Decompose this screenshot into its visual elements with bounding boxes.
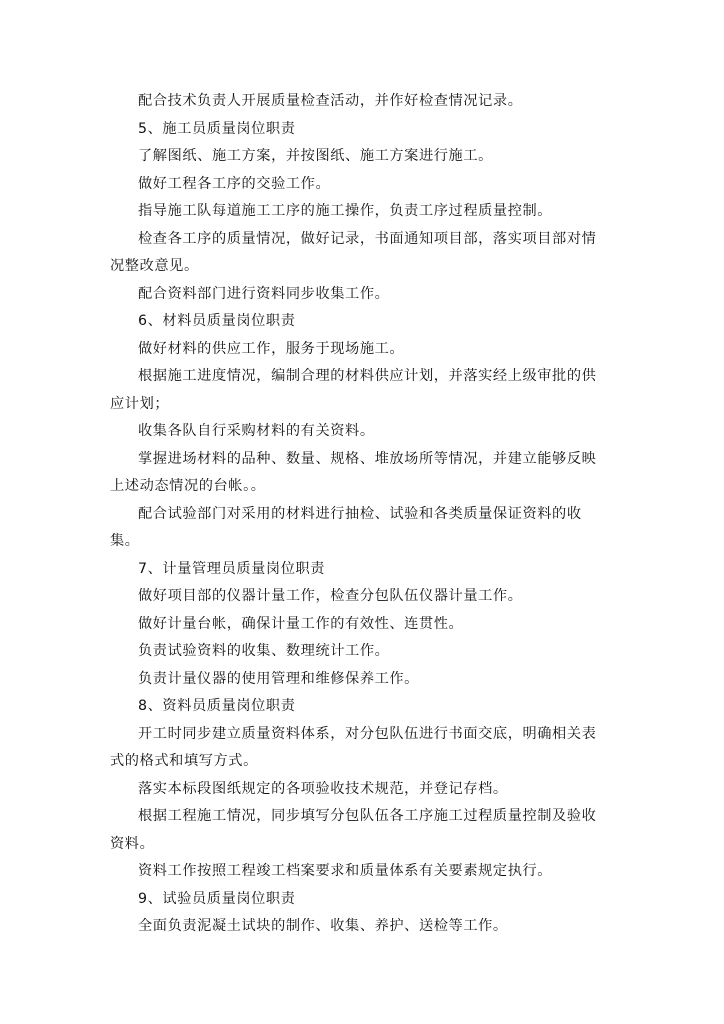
paragraph: 负责试验资料的收集、数理统计工作。 — [138, 643, 390, 659]
paragraph: 做好计量台帐，确保计量工作的有效性、连贯性。 — [138, 615, 464, 632]
section-heading-7: 7、计量管理员质量岗位职责 — [138, 560, 326, 577]
paragraph: 配合资料部门进行资料同步收集工作。 — [138, 285, 390, 302]
paragraph: 检查各工序的质量情况，做好记录，书面通知项目部，落实项目部对情况整改意见。 — [110, 230, 597, 274]
document-body — [110, 88, 610, 941]
paragraph: 开工时同步建立质量资料体系，对分包队伍进行书面交底，明确相关表式的格式和填写方式。 — [110, 725, 597, 769]
paragraph: 收集各队自行采购材料的有关资料。 — [138, 423, 375, 439]
paragraph: 配合试验部门对采用的材料进行抽检、试验和各类质量保证资料的收集。 — [110, 505, 582, 549]
paragraph: 负责计量仪器的使用管理和维修保养工作。 — [138, 670, 419, 687]
paragraph: 了解图纸、施工方案，并按图纸、施工方案进行施工。 — [138, 148, 493, 164]
section-heading-6: 6、材料员质量岗位职责 — [138, 313, 296, 329]
paragraph: 做好材料的供应工作，服务于现场施工。 — [138, 340, 405, 357]
paragraph: 配合技术负责人开展质量检查活动，并作好检查情况记录。 — [138, 93, 523, 109]
paragraph: 做好工程各工序的交验工作。 — [138, 175, 331, 192]
section-heading-9: 9、试验员质量岗位职责 — [138, 890, 296, 907]
paragraph: 做好项目部的仪器计量工作，检查分包队伍仪器计量工作。 — [138, 588, 523, 604]
paragraph: 指导施工队每道施工工序的施工操作，负责工序过程质量控制。 — [138, 203, 553, 219]
section-heading-8: 8、资料员质量岗位职责 — [138, 698, 296, 714]
paragraph: 根据施工进度情况，编制合理的材料供应计划，并落实经上级审批的供应计划； — [110, 368, 597, 412]
paragraph: 全面负责泥凝土试块的制作、收集、养护、送检等工作。 — [138, 918, 508, 934]
paragraph: 落实本标段图纸规定的各项验收技术规范，并登记存档。 — [138, 780, 508, 797]
section-heading-5: 5、施工员质量岗位职责 — [138, 120, 296, 137]
paragraph: 资料工作按照工程竣工档案要求和质量体系有关要素规定执行。 — [138, 863, 553, 879]
paragraph: 根据工程施工情况，同步填写分包队伍各工序施工过程质量控制及验收资料。 — [110, 808, 597, 852]
paragraph: 掌握进场材料的品种、数量、规格、堆放场所等情况，并建立能够反映上述动态情况的台帐。。 — [110, 450, 597, 494]
